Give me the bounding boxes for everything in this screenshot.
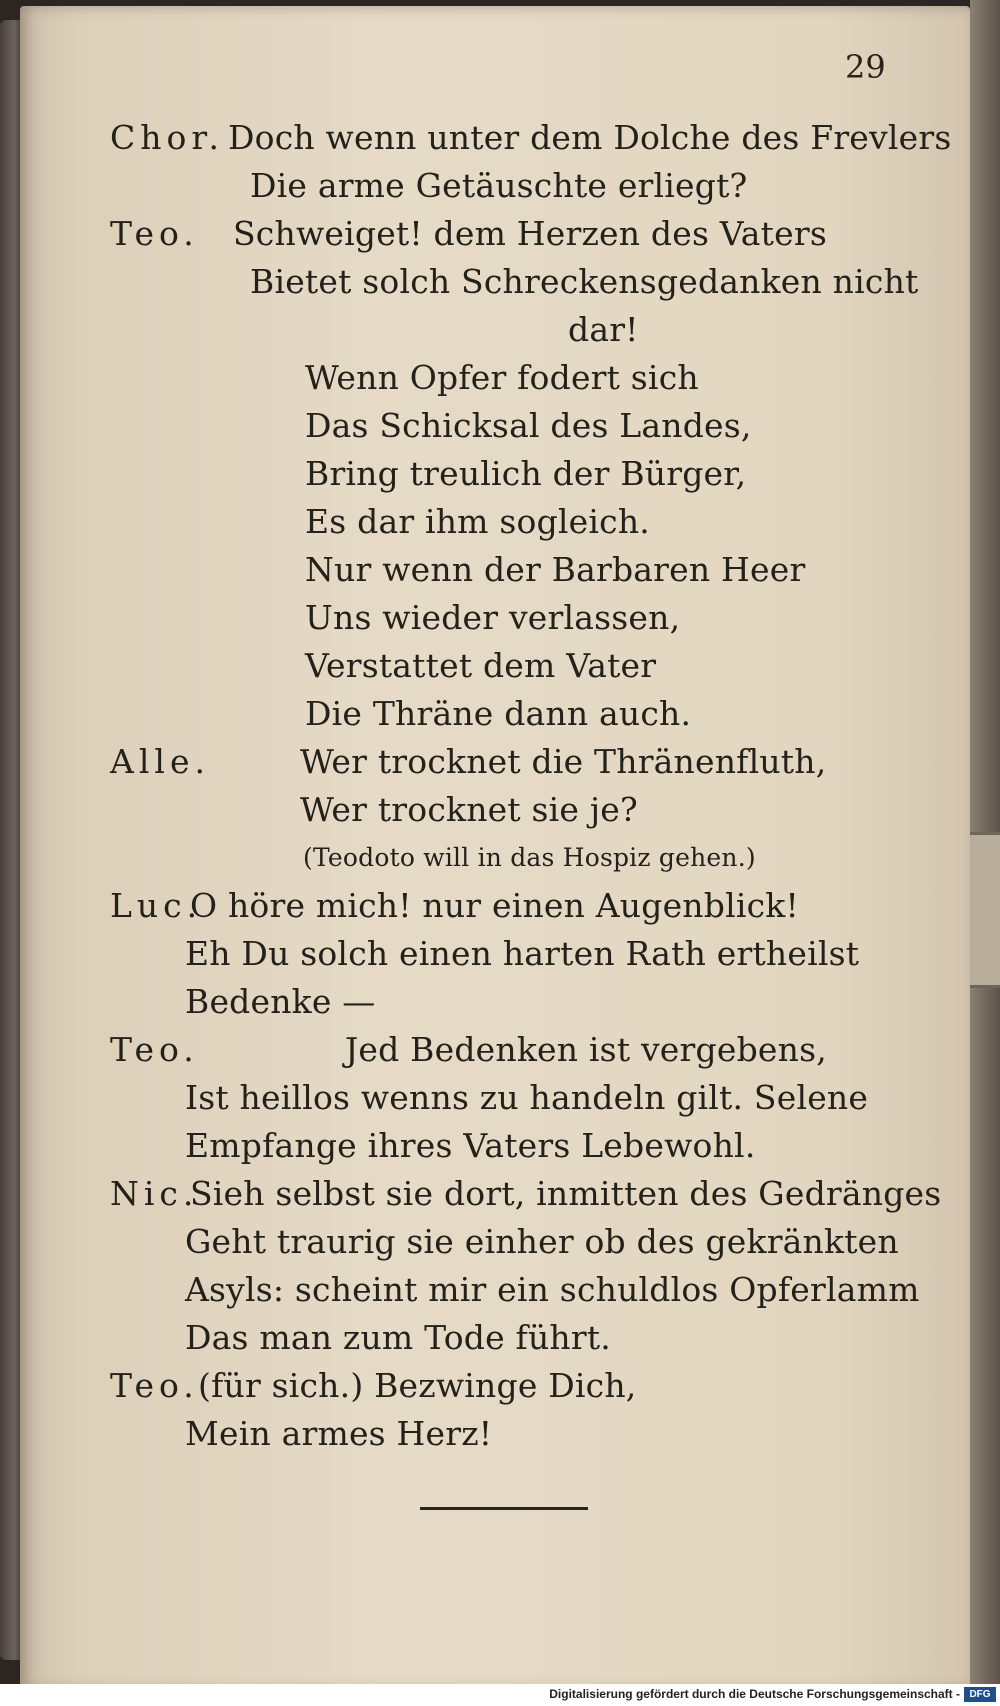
verse-line: Wer trocknet sie je? <box>300 790 638 829</box>
speaker-label: Chor. <box>110 118 225 157</box>
verse-line: Es dar ihm sogleich. <box>305 502 650 541</box>
verse-line: O höre mich! nur einen Augenblick! <box>190 886 799 925</box>
end-rule <box>420 1507 588 1510</box>
verse-line: Bedenke — <box>185 982 376 1021</box>
verse-line: Jed Bedenken ist vergebens, <box>345 1030 827 1069</box>
verse-line: Uns wieder verlassen, <box>305 598 681 637</box>
stage-direction: (Teodoto will in das Hospiz gehen.) <box>303 843 756 872</box>
verse-line: Die Thräne dann auch. <box>305 694 692 733</box>
verse-line: Ist heillos wenns zu handeln gilt. Selene <box>185 1078 869 1117</box>
speaker-label: Alle. <box>110 742 210 781</box>
verse-line: Sieh selbst sie dort, inmitten des Gedränges <box>190 1174 942 1213</box>
verse-line: Bietet solch Schreckensgedanken nicht <box>250 262 919 301</box>
verse-line: Wenn Opfer fodert sich <box>305 358 699 397</box>
dfg-logo: DFG <box>964 1687 996 1702</box>
verse-line: Die arme Getäuschte erliegt? <box>250 166 748 205</box>
verse-line: Bring treulich der Bürger, <box>305 454 747 493</box>
verse-line: (für sich.) Bezwinge Dich, <box>198 1366 637 1405</box>
verse-line: Geht traurig sie einher ob des gekränkten <box>185 1222 899 1261</box>
verse-line: Mein armes Herz! <box>185 1414 493 1453</box>
verse-line: Das Schicksal des Landes, <box>305 406 752 445</box>
verse-line: Empfange ihres Vaters Lebewohl. <box>185 1126 756 1165</box>
verse-line: Das man zum Tode führt. <box>185 1318 611 1357</box>
verse-line: Doch wenn unter dem Dolche des Frevlers <box>228 118 952 157</box>
page-number: 29 <box>845 48 886 86</box>
verse-line: Nur wenn der Barbaren Heer <box>305 550 806 589</box>
speaker-label: Teo. <box>110 1030 199 1069</box>
verse-line: dar! <box>568 310 639 349</box>
verse-line: Wer trocknet die Thränenfluth, <box>300 742 827 781</box>
verse-line: Verstattet dem Vater <box>305 646 657 685</box>
speaker-label: Luc. <box>110 886 203 925</box>
speaker-label: Nic. <box>110 1174 199 1213</box>
speaker-label: Teo. <box>110 214 199 253</box>
verse-line: Eh Du solch einen harten Rath ertheilst <box>185 934 860 973</box>
verse-line: Asyls: scheint mir ein schuldlos Opferlamm <box>185 1270 920 1309</box>
verse-line: Schweiget! dem Herzen des Vaters <box>233 214 827 253</box>
footer-credit: Digitalisierung gefördert durch die Deutsche Forschungsgemeinschaft - <box>549 1687 960 1701</box>
digitization-footer <box>0 1684 1000 1706</box>
speaker-label: Teo. <box>110 1366 199 1405</box>
